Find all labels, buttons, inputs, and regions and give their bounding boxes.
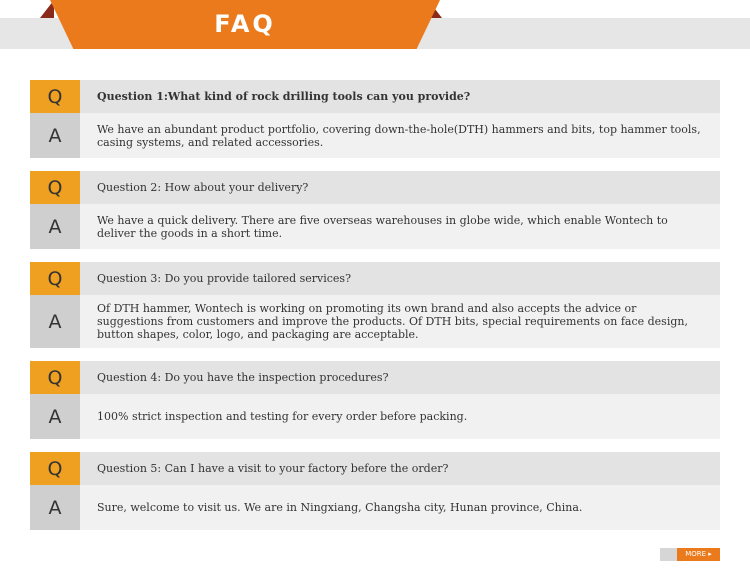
answer-text: Of DTH hammer, Wontech is working on promoting its own brand and also accepts the advice or suggestions from customers and improve the products. Of DTH bits, special requirements on face design, button shapes, color, logo, and packaging are acceptable. [80, 295, 720, 348]
question-text: Question 1:What kind of rock drilling tools can you provide? [80, 80, 720, 113]
answer-text: We have a quick delivery. There are five overseas warehouses in globe wide, which enable Wontech to deliver the goods in a short time. [80, 204, 720, 249]
faq-item-2 [30, 171, 720, 249]
q-badge: Q [30, 452, 80, 485]
question-text: Question 2: How about your delivery? [80, 171, 720, 204]
question-row [30, 361, 720, 394]
more-area [660, 548, 720, 561]
question-row [30, 262, 720, 295]
more-decoration [660, 548, 677, 561]
a-badge: A [30, 204, 80, 249]
faq-item-3 [30, 262, 720, 348]
more-button[interactable]: MORE ▸ [677, 548, 720, 561]
question-row [30, 80, 720, 113]
answer-text: Sure, welcome to visit us. We are in Ningxiang, Changsha city, Hunan province, China. [80, 485, 720, 530]
answer-row [30, 295, 720, 348]
answer-text: 100% strict inspection and testing for every order before packing. [80, 394, 720, 439]
a-badge: A [30, 394, 80, 439]
question-text: Question 4: Do you have the inspection procedures? [80, 361, 720, 394]
a-badge: A [30, 485, 80, 530]
a-badge: A [30, 113, 80, 158]
q-badge: Q [30, 361, 80, 394]
q-badge: Q [30, 171, 80, 204]
q-badge: Q [30, 80, 80, 113]
question-row [30, 171, 720, 204]
question-row [30, 452, 720, 485]
faq-item-5 [30, 452, 720, 530]
faq-item-4 [30, 361, 720, 439]
answer-row [30, 204, 720, 249]
faq-list [30, 80, 720, 543]
q-badge: Q [30, 262, 80, 295]
answer-text: We have an abundant product portfolio, covering down-the-hole(DTH) hammers and bits, top hammer tools, casing systems, and related accessories. [80, 113, 720, 158]
answer-row [30, 113, 720, 158]
faq-item-1 [30, 80, 720, 158]
question-text: Question 5: Can I have a visit to your factory before the order? [80, 452, 720, 485]
page-title: FAQ [214, 10, 276, 38]
a-badge: A [30, 295, 80, 348]
answer-row [30, 485, 720, 530]
question-text: Question 3: Do you provide tailored services? [80, 262, 720, 295]
answer-row [30, 394, 720, 439]
